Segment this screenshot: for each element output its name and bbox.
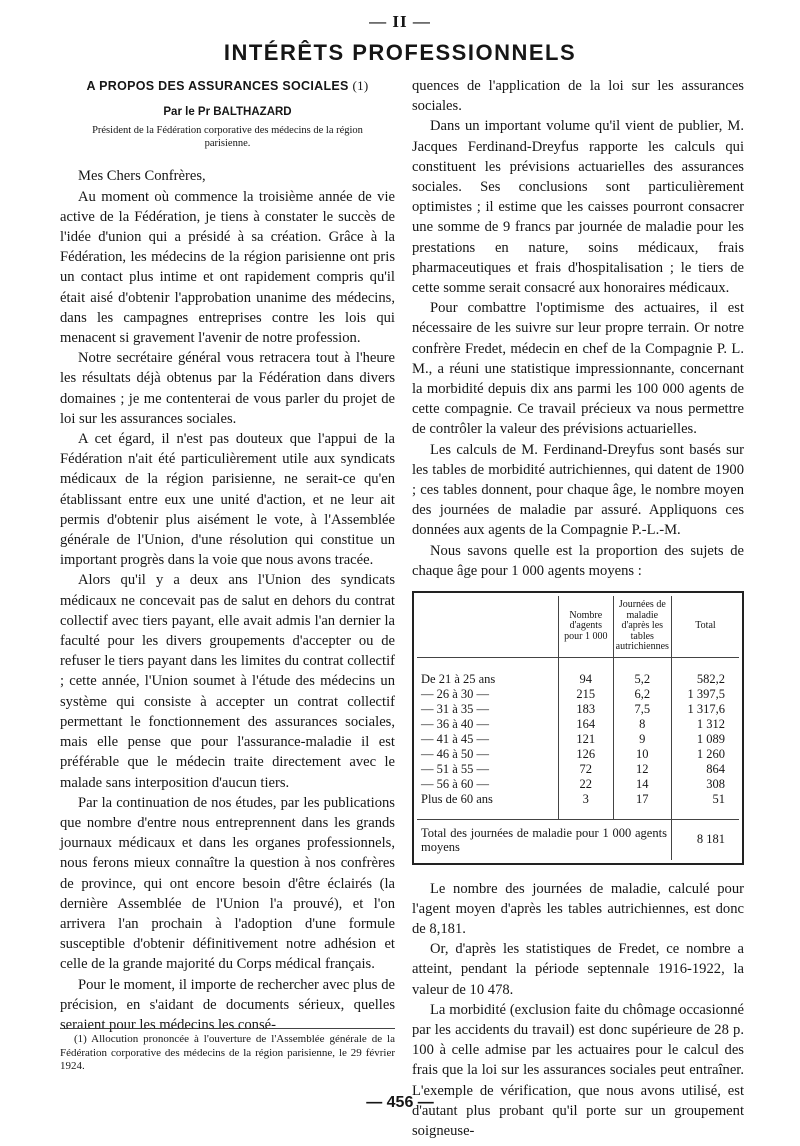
table-row — [417, 732, 739, 747]
salutation: Mes Chers Confrères, — [78, 168, 206, 185]
header-total: Total — [671, 596, 739, 657]
agent-count-cell: 94 — [558, 672, 613, 687]
author-role: Président de la Fédération corporative des médecins de la région parisienne. — [92, 125, 363, 150]
total-cell: 308 — [671, 777, 739, 792]
body-paragraph: Nous savons quelle est la proportion des sujets de chaque âge pour 1 000 agents moyens : — [412, 542, 744, 579]
total-cell: 51 — [671, 792, 739, 807]
age-cell: — 36 à 40 — — [421, 716, 490, 731]
running-head-page-marker: — II — — [369, 12, 431, 31]
body-paragraph: Dans un important volume qu'il vient de publier, M. Jacques Ferdinand-Dreyfus rapporte les calculs qui constituent les prévisions actuarielles des assurances sociales. Ses conclusions sont particulièrement optimistes ; il estime que les caisses pourront consacrer une somme de 9 francs par journée de maladie pour les prestations en nature, soins médicaux, frais pharmaceutiques et frais d'hospitalisation ; le tiers de cette somme serait consacré aux honoraires médicaux. — [412, 118, 744, 297]
body-paragraph: La morbidité (exclusion faite du chômage occasionné par les accidents du travail) est donc supérieure de 28 p. 100 à celle admise par les actuaires pour le calcul des frais que la loi sur les assurances sociales peut entraîner. L'exemple de vérification, que nous avons utilisé, est d'autant plus probant qu'il porte sur un groupement soigneuse- — [412, 1001, 744, 1140]
sick-days-cell: 6,2 — [613, 687, 671, 702]
table-total-row — [417, 819, 739, 860]
agent-count-cell: 22 — [558, 777, 613, 792]
age-cell: Plus de 60 ans — [421, 791, 493, 806]
footnote — [60, 1028, 395, 1074]
agent-count-cell: 121 — [558, 732, 613, 747]
article-title-text: A PROPOS DES ASSURANCES SOCIALES — [86, 79, 349, 93]
body-paragraph: A cet égard, il n'est pas douteux que l'appui de la Fédération n'ait été particulièrement utile aux syndicats médicaux de la région parisienne, ne serait-ce qu'en établissant entre eux une unité d'action, et ne leur ait permis d'obtenir plus aisément le vote, à l'Assemblée générale de l'Union, d'une résolution qui constitue un important progrès dans la voie que nous avons tracée. — [60, 431, 395, 569]
body-paragraph: Or, d'après les statistiques de Fredet, ce nombre a atteint, pendant la période septennale 1916-1922, la valeur de 10 478. — [412, 941, 744, 998]
agent-count-cell: 215 — [558, 687, 613, 702]
page-number: — 456 — — [366, 1094, 434, 1111]
body-paragraph: Notre secrétaire général vous retracera tout à l'heure les résultats déjà obtenus par la Fédération dans divers domaines ; je me contenterai de vous parler du projet de loi sur les assurances sociales. — [60, 350, 395, 427]
sick-days-cell: 17 — [613, 792, 671, 807]
sick-days-cell: 12 — [613, 762, 671, 777]
body-paragraph: Pour combattre l'optimisme des actuaires, il est nécessaire de les suivre sur leur propre terrain. Or notre confrère Fredet, médecin en chef de la Compagnie P. L. M., a réuni une statistique impressionnante, concernant la morbidité depuis dix ans parmi les 100 000 agents de cette compagnie. Ce travail précieux va nous permettre de contrôler la valeur des prévisions actuarielles. — [412, 300, 744, 438]
morbidity-table — [417, 596, 739, 860]
sick-days-cell: 7,5 — [613, 702, 671, 717]
total-cell: 1 397,5 — [671, 687, 739, 702]
sick-days-cell: 14 — [613, 777, 671, 792]
age-cell: — 31 à 35 — — [421, 701, 490, 716]
total-value: 8 181 — [671, 819, 739, 860]
total-cell: 1 260 — [671, 747, 739, 762]
table-row — [417, 747, 739, 762]
table-row — [417, 672, 739, 687]
body-paragraph: Pour le moment, il importe de rechercher avec plus de précision, en s'aidant de documents sérieux, quelles seraient pour les médecins les consé- — [60, 976, 395, 1033]
age-cell: — 46 à 50 — — [421, 746, 490, 761]
sick-days-cell: 5,2 — [613, 672, 671, 687]
morbidity-table-frame — [412, 591, 744, 865]
age-cell: — 56 à 60 — — [421, 776, 490, 791]
agent-count-cell: 126 — [558, 747, 613, 762]
header-agent-count: Nombre d'agents pour 1 000 — [558, 596, 613, 657]
header-sick-days: Journées de maladie d'après les tables autrichiennes — [613, 596, 671, 657]
agent-count-cell: 183 — [558, 702, 613, 717]
agent-count-cell: 164 — [558, 717, 613, 732]
table-spacer — [417, 807, 739, 820]
right-column — [412, 76, 744, 1141]
table-header-row — [417, 596, 739, 657]
footnote-text: (1) Allocution prononcée à l'ouverture de l'Assemblée générale de la Fédération corporative des médecins de la région parisienne, le 29 février 1924. — [60, 1033, 395, 1072]
table-row — [417, 717, 739, 732]
table-row — [417, 687, 739, 702]
total-cell: 1 089 — [671, 732, 739, 747]
article-author: Par le Pr BALTHAZARD — [163, 106, 292, 119]
sick-days-cell: 9 — [613, 732, 671, 747]
agent-count-cell: 72 — [558, 762, 613, 777]
age-cell: — 41 à 45 — — [421, 731, 490, 746]
body-paragraph: Alors qu'il y a deux ans l'Union des syndicats médicaux ne concevait pas de salut en dehors du contrat collectif avec tiers payant, elle avait admis l'an dernier la faculté pour les divers groupements d'accepter ou de refuser le tiers payant dans les limites du contrat collectif ; cette année, l'Union soumet à l'étude des médecins un système qui consiste à accepter un contrat collectif permettant le fonctionnement des assurances sociales, mais elle pense que pour l'assurance-maladie il est préférable que le médecin traite directement avec le malade sans interposition d'aucun tiers. — [60, 572, 395, 791]
body-paragraph: Par la continuation de nos études, par les publications que nombre d'entre nous entreprennent dans les grands journaux médicaux et dans les organes professionnels, nous ferons mieux connaître la question à nos confrères de province, qui ont encore besoin d'être éclairés (la dernière Assemblée de l'Union l'a prouvé), et l'on arrivera l'an prochain à l'adoption d'une formule susceptible d'obtenir définitivement notre adhésion et celle de la grande majorité du Corps médical français. — [60, 794, 395, 973]
sick-days-cell: 8 — [613, 717, 671, 732]
table-row — [417, 777, 739, 792]
article-title — [60, 76, 395, 96]
total-cell: 1 317,6 — [671, 702, 739, 717]
table-row — [417, 762, 739, 777]
sick-days-cell: 10 — [613, 747, 671, 762]
total-cell: 1 312 — [671, 717, 739, 732]
table-row — [417, 702, 739, 717]
total-cell: 864 — [671, 762, 739, 777]
left-column — [60, 76, 395, 1035]
section-title: INTÉRÊTS PROFESSIONNELS — [223, 40, 577, 65]
body-paragraph: Les calculs de M. Ferdinand-Dreyfus sont basés sur les tables de morbidité autrichiennes, qui datent de 1900 ; ces tables donnent, pour chaque âge, le nombre moyen des journées de maladie par assuré. Appliquons ces données aux agents de la Compagnie P.-L.-M. — [412, 441, 744, 539]
body-paragraph: Au moment où commence la troisième année de vie active de la Fédération, je tiens à constater le succès de l'idée d'union qui a présidé à sa création. Grâce à la Fédération, les médecins de la région parisienne ont pris un contact plus intime et ont rapidement compris qu'il était aisé d'obtenir l'approbation unanime des médecins, dans les campagnes entreprises contre les lois qui menacent si gravement l'avenir de notre profession. — [60, 188, 395, 347]
total-label: Total des journées de maladie pour 1 000 agents moyens — [417, 819, 671, 860]
table-row — [417, 792, 739, 807]
age-cell: — 26 à 30 — — [421, 686, 490, 701]
footnote-reference: (1) — [352, 78, 369, 93]
total-cell: 582,2 — [671, 672, 739, 687]
age-cell: — 51 à 55 — — [421, 761, 490, 776]
table-body — [417, 657, 739, 807]
agent-count-cell: 3 — [558, 792, 613, 807]
body-paragraph: quences de l'application de la loi sur les assurances sociales. — [412, 78, 744, 115]
age-cell: De 21 à 25 ans — [421, 671, 496, 686]
header-age — [417, 596, 558, 657]
table-spacer — [417, 657, 739, 672]
body-paragraph: Le nombre des journées de maladie, calculé pour l'agent moyen d'après les tables autrichiennes, est donc de 8,181. — [412, 880, 744, 937]
